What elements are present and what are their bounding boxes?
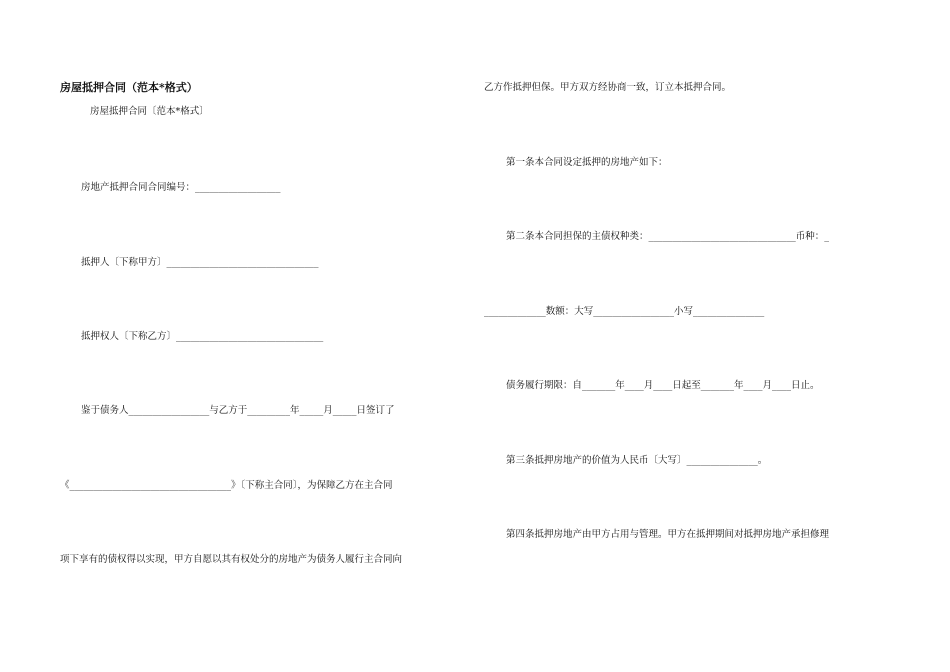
debtor-line: 鉴于债务人_________________与乙方于_________年_____月_____日签订了 [81, 405, 395, 416]
article-3-line: 第三条抵押房地产的价值为人民币〔大写〕_______________。 [506, 455, 768, 466]
article-4-line: 第四条抵押房地产由甲方占用与管理。甲方在抵押期间对抵押房地产承担修理 [506, 529, 830, 540]
main-contract-line: 《__________________________________》〔下称主合同〕，为保障乙方在主合同 [60, 480, 393, 491]
amount-line: _____________数额：大写_________________小写_______________ [484, 306, 765, 317]
continuation-line: 乙方作抵押但保。甲方双方经协商一致，订立本抵押合同。 [484, 82, 732, 93]
mortgagee-line: 抵押权人〔下称乙方〕_______________________________ [81, 331, 324, 342]
purpose-line: 项下享有的债权得以实现，甲方自愿以其有权处分的房地产为债务人履行主合同向 [60, 554, 403, 565]
article-2-line: 第二条本合同担保的主债权种类：_______________________________币种：_ [506, 231, 830, 242]
document-title: 房屋抵押合同（范本*格式） [60, 81, 198, 94]
article-1-line: 第一条本合同设定抵押的房地产如下： [506, 157, 668, 168]
subtitle-line: 房屋抵押合同〔范本*格式〕 [90, 106, 209, 117]
term-line: 债务履行期限：自_______年____月____日起至_______年____月____日止。 [506, 380, 820, 391]
contract-number-line: 房地产抵押合同合同编号：__________________ [81, 182, 281, 193]
mortgagor-line: 抵押人〔下称甲方〕________________________________ [81, 257, 319, 268]
